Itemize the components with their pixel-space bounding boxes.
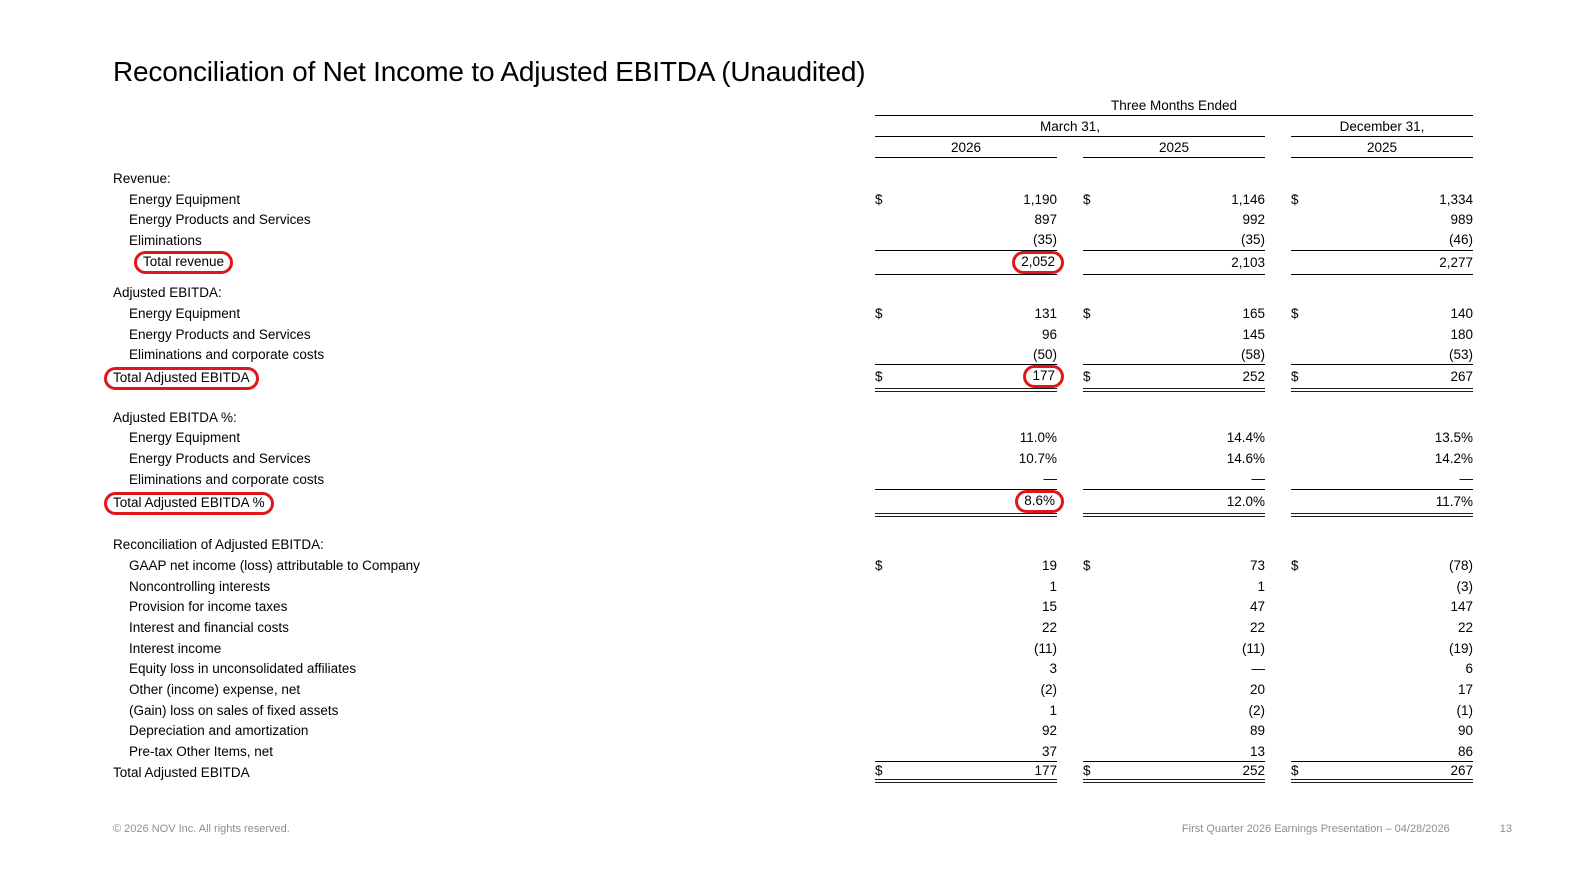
value-cell: (19) — [1448, 640, 1473, 656]
slide-footer — [113, 823, 1512, 835]
value-cell: — — [1251, 471, 1265, 487]
currency-symbol: $ — [1083, 305, 1091, 321]
section-title-row — [113, 282, 1475, 303]
value-cell: 89 — [1249, 723, 1265, 739]
table-row — [113, 700, 1475, 721]
table-row — [113, 428, 1475, 449]
table-row — [113, 189, 1475, 210]
row-label: Energy Equipment — [129, 430, 241, 446]
value-cell: 267 — [1450, 762, 1473, 778]
currency-symbol: $ — [875, 557, 883, 573]
row-label: Eliminations — [129, 232, 202, 248]
section-title-row — [113, 407, 1475, 428]
financial-table — [113, 95, 1475, 783]
value-cell: 12.0% — [1226, 493, 1265, 509]
total-adjusted-ebitda-pct-row — [113, 490, 1475, 511]
table-row — [113, 596, 1475, 617]
header-year-2026: 2026 — [875, 140, 1057, 158]
section-revenue — [113, 168, 1475, 271]
value-cell: (46) — [1448, 232, 1473, 248]
value-cell: 897 — [1034, 212, 1057, 228]
value-cell: 147 — [1450, 599, 1473, 615]
currency-symbol: $ — [1083, 557, 1091, 573]
table-row — [113, 448, 1475, 469]
value-cell: 20 — [1249, 681, 1265, 697]
currency-symbol: $ — [1291, 191, 1299, 207]
table-row — [113, 230, 1475, 251]
value-cell: (2) — [1248, 702, 1265, 718]
table-row — [113, 617, 1475, 638]
value-cell: (35) — [1240, 232, 1265, 248]
header-march-31: March 31, — [875, 119, 1265, 137]
section-adjusted-ebitda-pct — [113, 407, 1475, 510]
row-label: Energy Products and Services — [129, 326, 311, 342]
row-label: (Gain) loss on sales of fixed assets — [129, 702, 339, 718]
value-cell: — — [1043, 471, 1057, 487]
currency-symbol: $ — [1291, 762, 1299, 778]
table-row — [113, 324, 1475, 345]
value-cell: 252 — [1242, 369, 1265, 385]
value-cell: 1 — [1049, 702, 1057, 718]
footer-copyright: © 2026 NOV Inc. All rights reserved. — [113, 823, 290, 835]
row-label: Pre-tax Other Items, net — [129, 744, 274, 760]
value-cell: 131 — [1034, 305, 1057, 321]
value-cell: — — [1251, 661, 1265, 677]
section-reconciliation — [113, 534, 1475, 782]
section-title-row — [113, 168, 1475, 189]
table-row — [113, 721, 1475, 742]
value-cell: 177 — [1034, 762, 1057, 778]
footer-presentation-title: First Quarter 2026 Earnings Presentation – 04/28/2026 — [1181, 823, 1450, 835]
row-label: Noncontrolling interests — [129, 578, 271, 594]
row-label: Total Adjusted EBITDA — [113, 764, 250, 780]
table-row — [113, 576, 1475, 597]
value-cell: 180 — [1450, 326, 1473, 342]
value-cell: 992 — [1242, 212, 1265, 228]
row-label: Eliminations and corporate costs — [129, 347, 325, 363]
value-cell: (53) — [1448, 346, 1473, 362]
value-cell: 165 — [1242, 305, 1265, 321]
value-cell: 22 — [1249, 619, 1265, 635]
value-cell: 92 — [1041, 723, 1057, 739]
row-label: Interest income — [129, 640, 222, 656]
total-revenue-row — [113, 251, 1475, 272]
highlight-ellipse: Total Adjusted EBITDA % — [104, 492, 274, 515]
value-cell: 1,334 — [1439, 191, 1473, 207]
value-cell: 11.0% — [1019, 430, 1057, 446]
section-title: Revenue: — [113, 170, 171, 186]
currency-symbol: $ — [1291, 305, 1299, 321]
highlight-ellipse: 177 — [1023, 365, 1064, 388]
value-cell: (11) — [1033, 640, 1057, 656]
value-cell: 86 — [1457, 743, 1473, 759]
value-cell: 14.6% — [1226, 451, 1265, 467]
currency-symbol: $ — [1083, 762, 1091, 778]
section-title-row — [113, 534, 1475, 555]
currency-symbol: $ — [1083, 369, 1091, 385]
value-cell: 1,146 — [1231, 191, 1265, 207]
value-cell: (11) — [1241, 640, 1265, 656]
value-cell: 267 — [1450, 369, 1473, 385]
currency-symbol: $ — [875, 762, 883, 778]
row-label: Energy Equipment — [129, 191, 241, 207]
table-row — [113, 303, 1475, 324]
value-cell: (50) — [1032, 346, 1057, 362]
currency-symbol: $ — [1291, 369, 1299, 385]
table-row — [113, 638, 1475, 659]
page-number: 13 — [1499, 823, 1512, 835]
section-adjusted-ebitda — [113, 282, 1475, 385]
table-row — [113, 469, 1475, 490]
table-row — [113, 555, 1475, 576]
highlight-ellipse: Total revenue — [134, 251, 233, 274]
value-cell: 37 — [1041, 743, 1057, 759]
value-cell: 11.7% — [1435, 493, 1473, 509]
value-cell: 2,277 — [1439, 254, 1473, 270]
value-cell: (35) — [1032, 232, 1057, 248]
currency-symbol: $ — [875, 305, 883, 321]
header-december-31: December 31, — [1291, 119, 1473, 137]
value-cell: — — [1459, 471, 1473, 487]
header-year-2025-q1: 2025 — [1083, 140, 1265, 158]
value-cell: 14.4% — [1226, 430, 1265, 446]
table-header-dates — [113, 116, 1475, 137]
section-title: Adjusted EBITDA: — [113, 285, 222, 301]
value-cell: (1) — [1456, 702, 1473, 718]
row-label: Energy Equipment — [129, 305, 241, 321]
value-cell: 989 — [1450, 212, 1473, 228]
currency-symbol: $ — [875, 191, 883, 207]
header-year-2025-q4: 2025 — [1291, 140, 1473, 158]
value-cell: 252 — [1242, 762, 1265, 778]
table-header-years — [113, 137, 1475, 158]
row-label: GAAP net income (loss) attributable to Company — [129, 557, 420, 573]
table-row — [113, 741, 1475, 762]
value-cell: 17 — [1457, 681, 1473, 697]
value-cell: 6 — [1465, 661, 1473, 677]
value-cell: 22 — [1041, 619, 1057, 635]
row-label: Depreciation and amortization — [129, 723, 309, 739]
highlight-ellipse: 8.6% — [1015, 490, 1064, 513]
value-cell: (3) — [1456, 578, 1473, 594]
highlight-ellipse: 2,052 — [1012, 251, 1064, 274]
highlight-ellipse: Total Adjusted EBITDA — [104, 367, 259, 390]
value-cell: 145 — [1242, 326, 1265, 342]
value-cell: 90 — [1457, 723, 1473, 739]
table-row — [113, 679, 1475, 700]
row-label: Equity loss in unconsolidated affiliates — [129, 661, 357, 677]
value-cell: 13.5% — [1434, 430, 1473, 446]
value-cell: 1 — [1257, 578, 1265, 594]
value-cell: 14.2% — [1434, 451, 1473, 467]
table-row — [113, 209, 1475, 230]
value-cell: 15 — [1041, 599, 1057, 615]
value-cell: 140 — [1450, 305, 1473, 321]
value-cell: 96 — [1041, 326, 1057, 342]
currency-symbol: $ — [1083, 191, 1091, 207]
value-cell: 10.7% — [1018, 451, 1057, 467]
value-cell: 3 — [1049, 661, 1057, 677]
value-cell: 19 — [1041, 557, 1057, 573]
row-label: Other (income) expense, net — [129, 681, 301, 697]
total-adjusted-ebitda-bottom-row — [113, 762, 1475, 783]
table-header-period — [113, 95, 1475, 116]
value-cell: 22 — [1457, 619, 1473, 635]
page-title: Reconciliation of Net Income to Adjusted EBITDA (Unaudited) — [113, 56, 866, 87]
row-label: Provision for income taxes — [129, 599, 288, 615]
value-cell: 47 — [1249, 599, 1265, 615]
table-row — [113, 345, 1475, 366]
value-cell: 13 — [1249, 743, 1265, 759]
section-title: Reconciliation of Adjusted EBITDA: — [113, 537, 324, 553]
row-label: Interest and financial costs — [129, 619, 289, 635]
value-cell: (58) — [1240, 346, 1265, 362]
value-cell: 73 — [1249, 557, 1265, 573]
row-label: Energy Products and Services — [129, 212, 311, 228]
row-label: Eliminations and corporate costs — [129, 471, 325, 487]
currency-symbol: $ — [875, 369, 883, 385]
value-cell: 2,103 — [1231, 254, 1265, 270]
row-label: Energy Products and Services — [129, 451, 311, 467]
value-cell: 1 — [1049, 578, 1057, 594]
currency-symbol: $ — [1291, 557, 1299, 573]
total-adjusted-ebitda-row — [113, 365, 1475, 386]
section-title: Adjusted EBITDA %: — [113, 409, 237, 425]
value-cell: 1,190 — [1023, 191, 1057, 207]
value-cell: (2) — [1040, 681, 1057, 697]
header-three-months-ended: Three Months Ended — [875, 98, 1473, 116]
table-row — [113, 658, 1475, 679]
value-cell: (78) — [1448, 557, 1473, 573]
